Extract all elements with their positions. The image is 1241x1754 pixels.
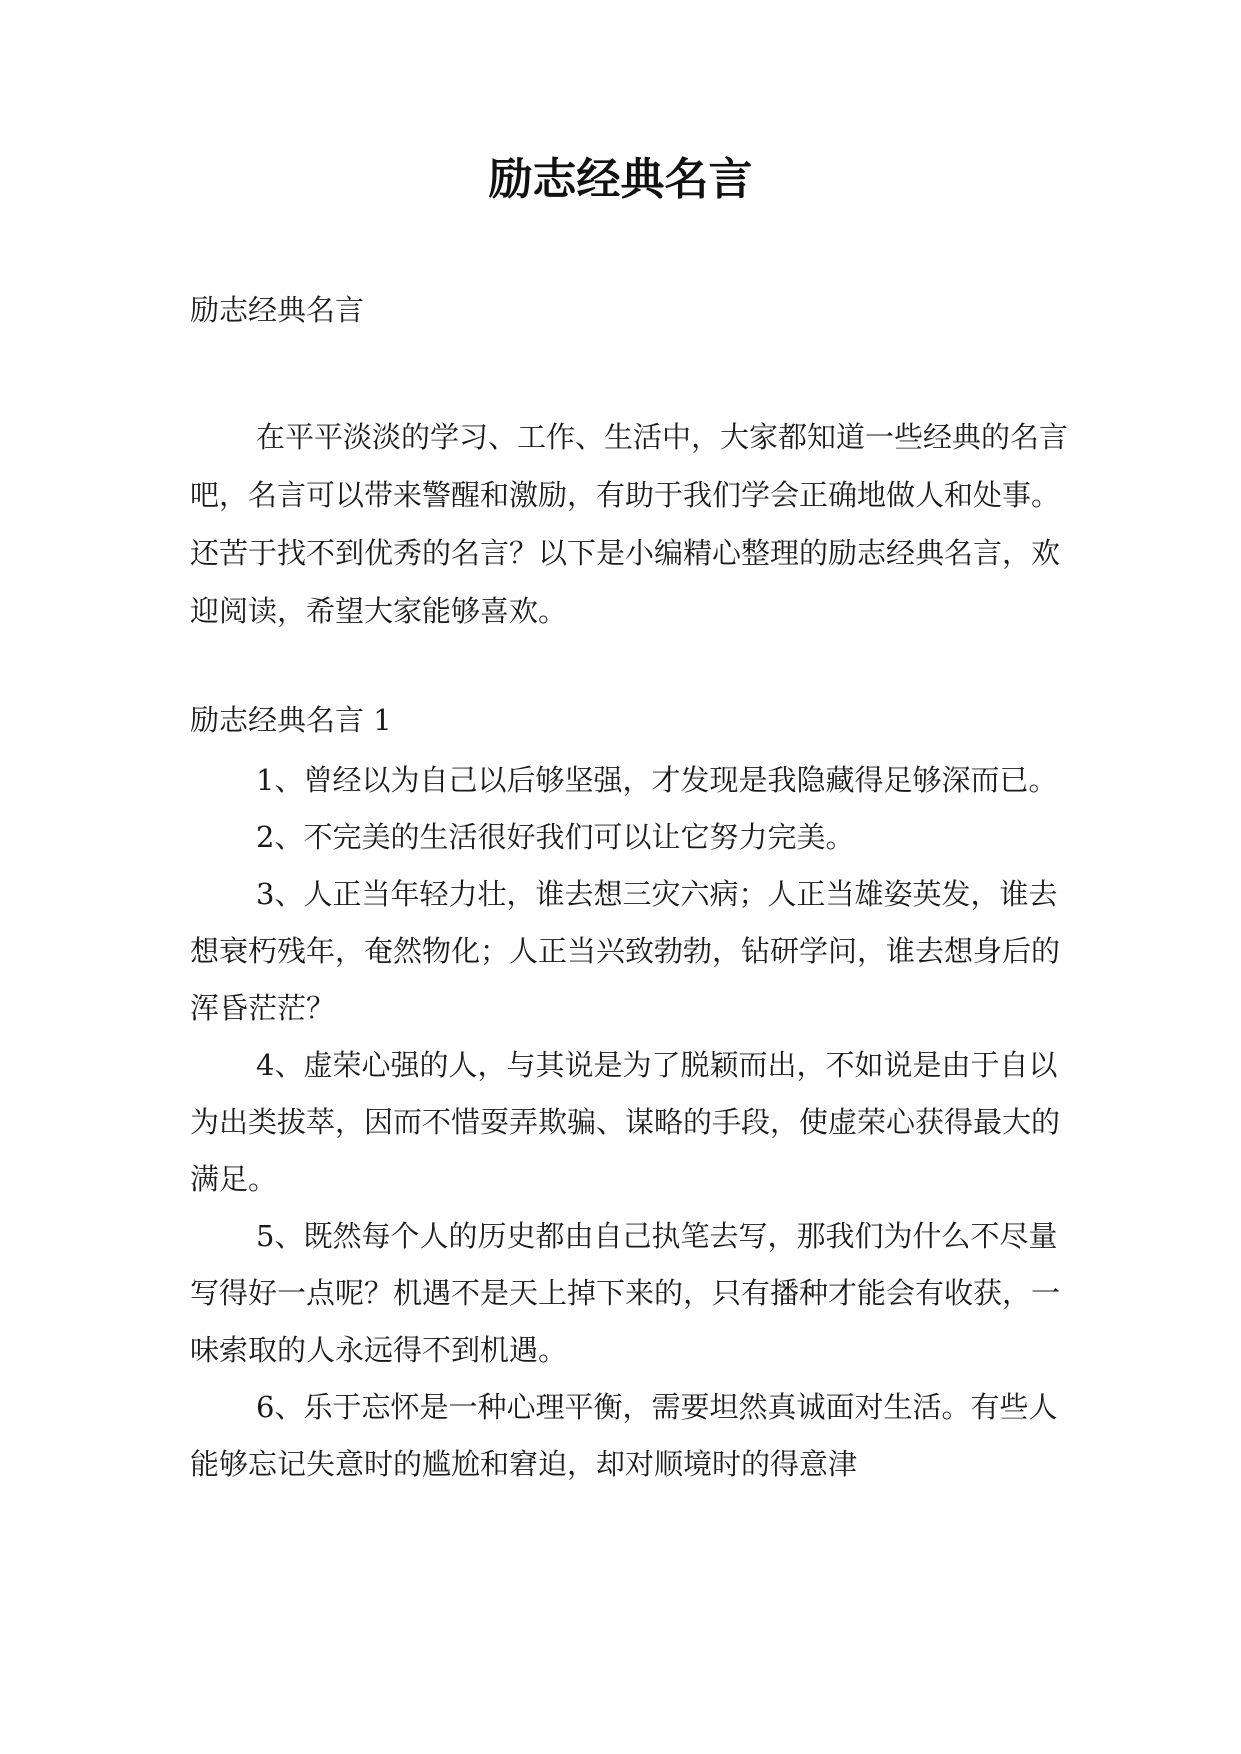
quote-item: 4、虚荣心强的人，与其说是为了脱颖而出，不如说是由于自以为出类拔萃，因而不惜耍弄欺骗、谋略的手段，使虚荣心获得最大的满足。 [190, 1048, 1061, 1196]
intro-paragraph: 在平平淡淡的学习、工作、生活中，大家都知道一些经典的名言吧，名言可以带来警醒和激励，有助于我们学会正确地做人和处事。还苦于找不到优秀的名言？以下是小编精心整理的励志经典名言，欢迎阅读，希望大家能够喜欢。 [190, 420, 1069, 628]
quote-item: 3、人正当年轻力壮，谁去想三灾六病；人正当雄姿英发，谁去想衰朽残年，奄然物化；人正当兴致勃勃，钻研学问，谁去想身后的浑昏茫茫？ [190, 877, 1061, 1025]
quote-item: 5、既然每个人的历史都由自己执笔去写，那我们为什么不尽量写得好一点呢？机遇不是天上掉下来的，只有播种才能会有收获，一味索取的人永远得不到机遇。 [190, 1219, 1061, 1367]
document-title: 励志经典名言 [488, 154, 753, 205]
quote-item: 6、乐于忘怀是一种心理平衡，需要坦然真诚面对生活。有些人能够忘记失意时的尴尬和窘迫，却对顺境时的得意津 [190, 1390, 1058, 1481]
quote-list [190, 752, 1070, 1493]
section-heading: 励志经典名言 1 [190, 703, 392, 737]
document-subtitle: 励志经典名言 [190, 293, 365, 327]
quote-item: 2、不完美的生活很好我们可以让它努力完美。 [256, 820, 855, 854]
quote-item: 1、曾经以为自己以后够坚强，才发现是我隐藏得足够深而已。 [256, 763, 1058, 797]
